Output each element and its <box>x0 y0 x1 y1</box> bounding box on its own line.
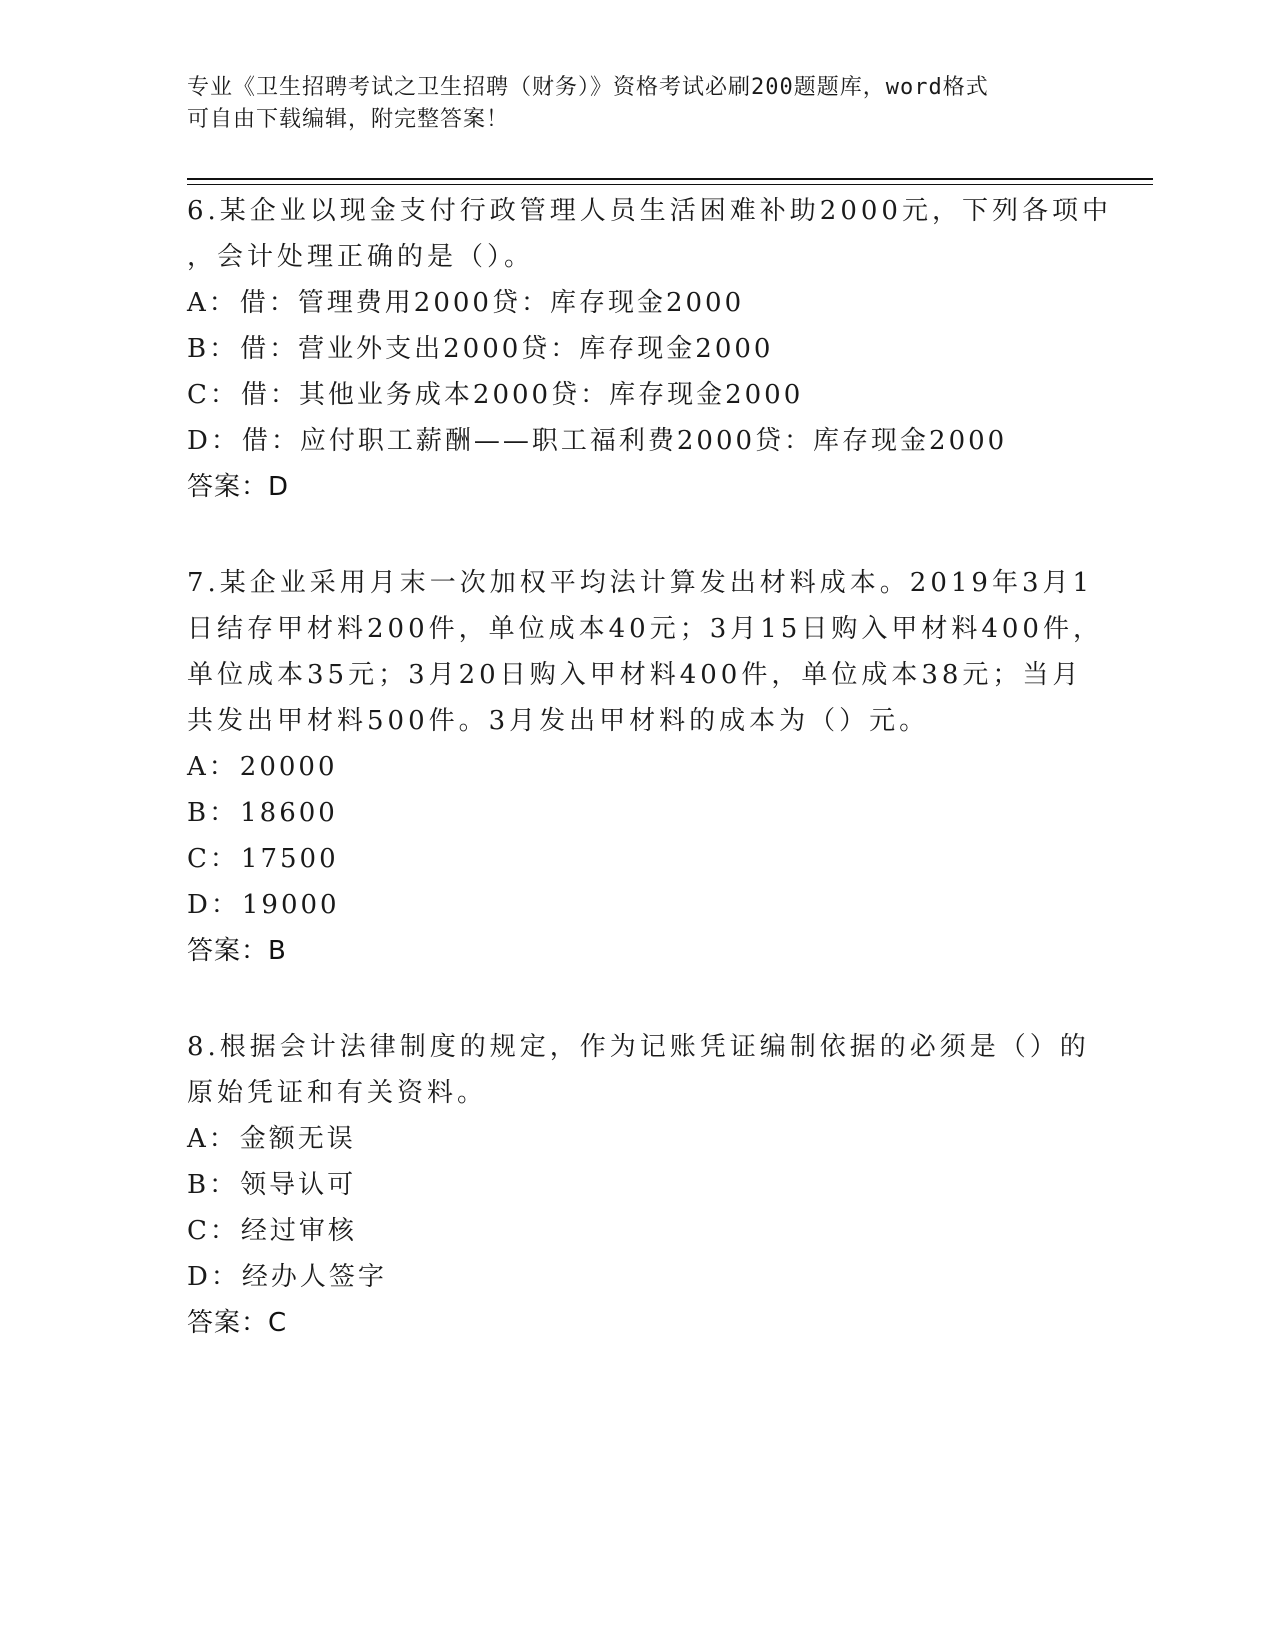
header-divider-thin <box>187 184 1153 185</box>
option-c <box>187 1208 1087 1254</box>
question-text-line: 单位成本35元；3月20日购入甲材料400件，单位成本38元；当月 <box>187 660 1083 690</box>
header-line: 可自由下载编辑，附完整答案！ <box>187 107 510 132</box>
option-d <box>187 882 1087 928</box>
option-b <box>187 1162 1087 1208</box>
option-text: 18600 <box>240 798 338 828</box>
option-key: B： <box>187 334 239 364</box>
question-text-line: 原始凭证和有关资料。 <box>187 1078 488 1108</box>
question-text-line: 7.某企业采用月末一次加权平均法计算发出材料成本。2019年3月1 <box>187 568 1094 598</box>
question-text-line: 6.某企业以现金支付行政管理人员生活困难补助2000元，下列各项中 <box>187 196 1112 226</box>
option-text: 17500 <box>240 844 339 874</box>
option-a <box>187 280 1087 326</box>
option-text: 借：管理费用2000贷：库存现金2000 <box>239 288 745 318</box>
question-7 <box>187 560 1103 974</box>
question-6 <box>187 188 1112 510</box>
option-c <box>187 372 1087 418</box>
question-text-line: ，会计处理正确的是（）。 <box>187 242 535 272</box>
option-text: 借：应付职工薪酬——职工福利费2000贷：库存现金2000 <box>241 426 1008 456</box>
option-text: 20000 <box>239 752 338 782</box>
question-8 <box>187 1024 1090 1346</box>
option-key: D： <box>187 890 240 920</box>
option-text: 经办人签字 <box>241 1262 387 1292</box>
answer: 答案：B <box>187 936 287 966</box>
option-text: 借：营业外支出2000贷：库存现金2000 <box>240 334 774 364</box>
option-key: C： <box>187 844 239 874</box>
option-d <box>187 1254 1087 1300</box>
option-b <box>187 790 1087 836</box>
question-text-line: 8.根据会计法律制度的规定，作为记账凭证编制依据的必须是（）的 <box>187 1032 1090 1062</box>
option-c <box>187 836 1087 882</box>
option-key: A： <box>187 288 238 318</box>
option-text: 借：其他业务成本2000贷：库存现金2000 <box>240 380 804 410</box>
option-b <box>187 326 1087 372</box>
question-text-line: 共发出甲材料500件。3月发出甲材料的成本为（）元。 <box>187 706 930 736</box>
option-a <box>187 1116 1087 1162</box>
option-text: 经过审核 <box>240 1216 357 1246</box>
question-list <box>187 188 1112 1396</box>
option-key: C： <box>187 1216 239 1246</box>
option-text: 领导认可 <box>240 1170 357 1200</box>
option-key: B： <box>187 1170 239 1200</box>
header-divider-thick <box>187 178 1153 180</box>
option-key: D： <box>187 426 240 456</box>
answer: 答案：D <box>187 472 290 502</box>
option-key: D： <box>187 1262 240 1292</box>
option-text: 金额无误 <box>239 1124 356 1154</box>
option-a <box>187 744 1087 790</box>
answer: 答案：C <box>187 1308 288 1338</box>
option-key: A： <box>187 1124 238 1154</box>
option-key: C： <box>187 380 239 410</box>
question-text-line: 日结存甲材料200件，单位成本40元；3月15日购入甲材料400件， <box>187 614 1103 644</box>
option-key: B： <box>187 798 239 828</box>
option-key: A： <box>187 752 238 782</box>
option-d <box>187 418 1087 464</box>
header-line: 专业《卫生招聘考试之卫生招聘（财务）》资格考试必刷200题题库，word格式 <box>187 75 989 100</box>
option-text: 19000 <box>241 890 340 920</box>
document-header <box>187 72 1067 136</box>
